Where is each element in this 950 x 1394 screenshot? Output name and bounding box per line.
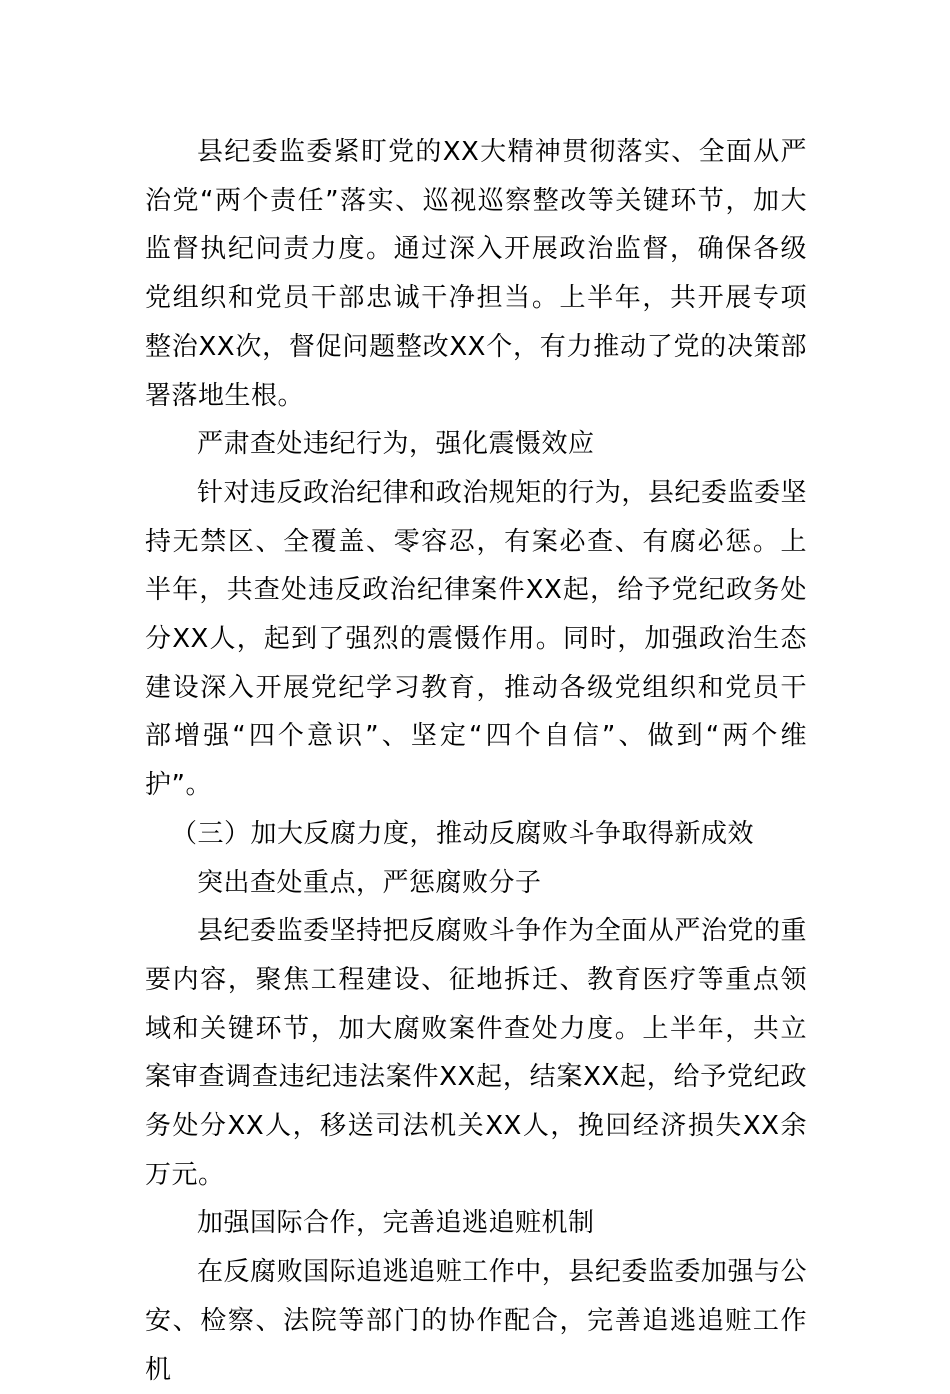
section-heading-anticorruption: （三）加大反腐力度，推动反腐败斗争取得新成效	[171, 818, 755, 849]
subheading-international: 加强国际合作，完善追逃追赃机制	[197, 1208, 595, 1239]
paragraph-key-cases: 县纪委监委坚持把反腐败斗争作为全面从严治党的重要内容，聚焦工程建设、征地拆迁、教育医疗等重点领域和关键环节，加大腐败案件查处力度。上半年，共立案审查调查违纪违法案件XX起，结案XX起，给予党纪政务处分XX人，移送司法机关XX人，挽回经济损失XX余万元。	[145, 916, 807, 1190]
paragraph-international: 在反腐败国际追逃追赃工作中，县纪委监委加强与公安、检察、法院等部门的协作配合，完善追逃追赃工作机	[145, 1257, 807, 1385]
subheading-discipline: 严肃查处违纪行为，强化震慑效应	[197, 429, 595, 460]
paragraph-discipline: 针对违反政治纪律和政治规矩的行为，县纪委监委坚持无禁区、全覆盖、零容忍，有案必查、有腐必惩。上半年，共查处违反政治纪律案件XX起，给予党纪政务处分XX人，起到了强烈的震慑作用。同时，加强政治生态建设深入开展党纪学习教育，推动各级党组织和党员干部增强“四个意识”、坚定“四个自信”、做到“两个维护”。	[145, 477, 807, 801]
paragraph-supervision: 县纪委监委紧盯党的XX大精神贯彻落实、全面从严治党“两个责任”落实、巡视巡察整改等关键环节，加大监督执纪问责力度。通过深入开展政治监督，确保各级党组织和党员干部忠诚干净担当。上半年，共开展专项整治XX次，督促问题整改XX个，有力推动了党的决策部署落地生根。	[145, 137, 807, 411]
document-body	[145, 128, 807, 1394]
subheading-key-cases: 突出查处重点，严惩腐败分子	[197, 867, 542, 898]
